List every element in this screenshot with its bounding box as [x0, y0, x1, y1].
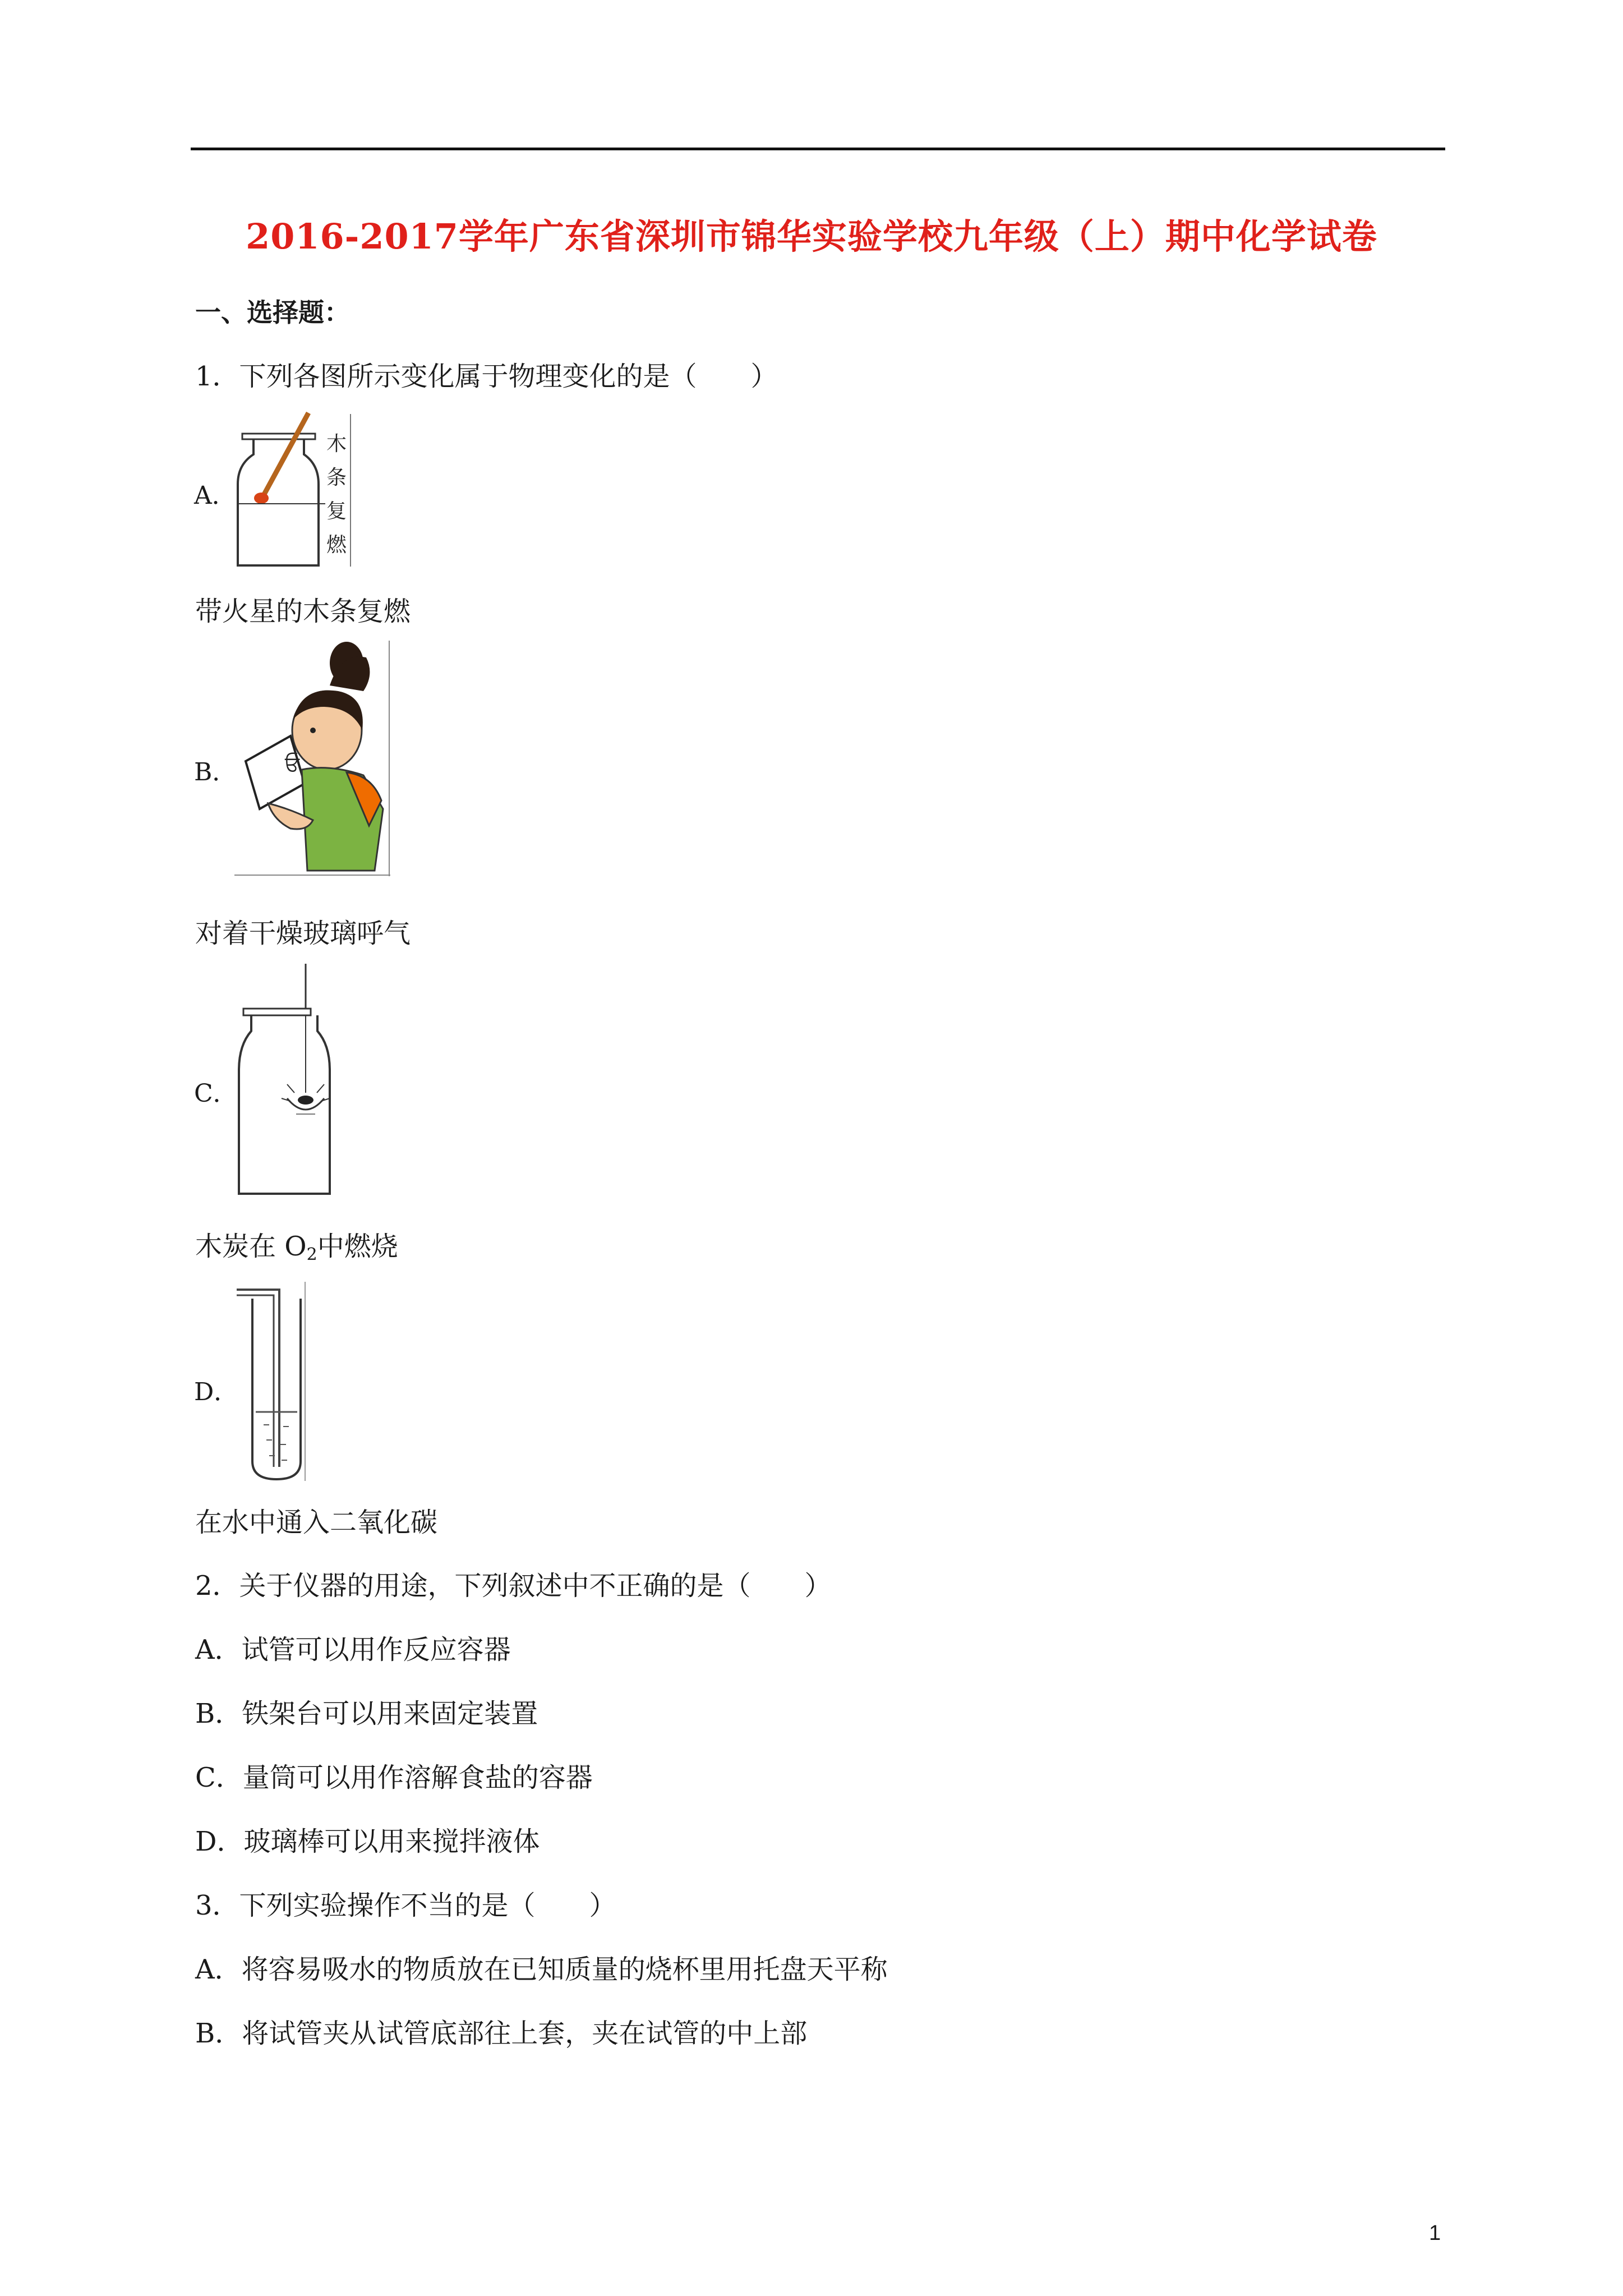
- q1-option-d-caption: 在水中通入二氧化碳: [195, 1507, 438, 1538]
- q2-option-d: D．玻璃棒可以用来搅拌液体: [195, 1826, 540, 1857]
- q2-option-a: A．试管可以用作反应容器: [195, 1634, 511, 1665]
- wood-splint-relight-figure: [236, 408, 353, 571]
- q1-option-b-label: B．: [194, 758, 237, 786]
- co2-into-water-test-tube-figure: [236, 1282, 308, 1484]
- q1-option-d-label: D．: [194, 1378, 239, 1406]
- q1-option-a-caption: 带火星的木条复燃: [195, 596, 411, 627]
- q1-option-b-caption: 对着干燥玻璃呼气: [195, 918, 411, 949]
- q2-option-b: B．铁架台可以用来固定装置: [195, 1698, 538, 1729]
- girl-breathing-on-glass-figure: [234, 641, 391, 876]
- figure-label-char: 条: [326, 466, 347, 489]
- header-rule: [191, 148, 1445, 150]
- page-title: 2016-2017学年广东省深圳市锦华实验学校九年级（上）期中化学试卷: [246, 216, 1377, 257]
- figure-label-char: 燃: [326, 533, 347, 556]
- q1-option-c-caption: 木炭在 $O_2$中燃烧: [195, 1231, 398, 1264]
- q1-option-a-label: A．: [194, 481, 237, 510]
- q2-option-c: C．量筒可以用作溶解食盐的容器: [195, 1762, 593, 1793]
- page-number: 1: [1429, 2221, 1441, 2245]
- figure-label-char: 木: [326, 432, 347, 455]
- q1-option-c-label: C．: [194, 1079, 238, 1108]
- q3-option-a: A．将容易吸水的物质放在已知质量的烧杯里用托盘天平称: [195, 1954, 888, 1985]
- section-heading: 一、选择题：: [195, 297, 350, 328]
- charcoal-burning-in-oxygen-figure: [236, 964, 336, 1199]
- question-1-stem: 1．下列各图所示变化属于物理变化的是（ ）: [195, 361, 778, 392]
- question-2-stem: 2．关于仪器的用途，下列叙述中不正确的是（ ）: [195, 1570, 832, 1602]
- svg-text:ਓ: ਓ: [285, 753, 299, 776]
- q3-option-b: B．将试管夹从试管底部往上套，夹在试管的中上部: [195, 2018, 808, 2049]
- question-3-stem: 3．下列实验操作不当的是（ ）: [195, 1890, 616, 1921]
- figure-label-char: 复: [326, 500, 347, 523]
